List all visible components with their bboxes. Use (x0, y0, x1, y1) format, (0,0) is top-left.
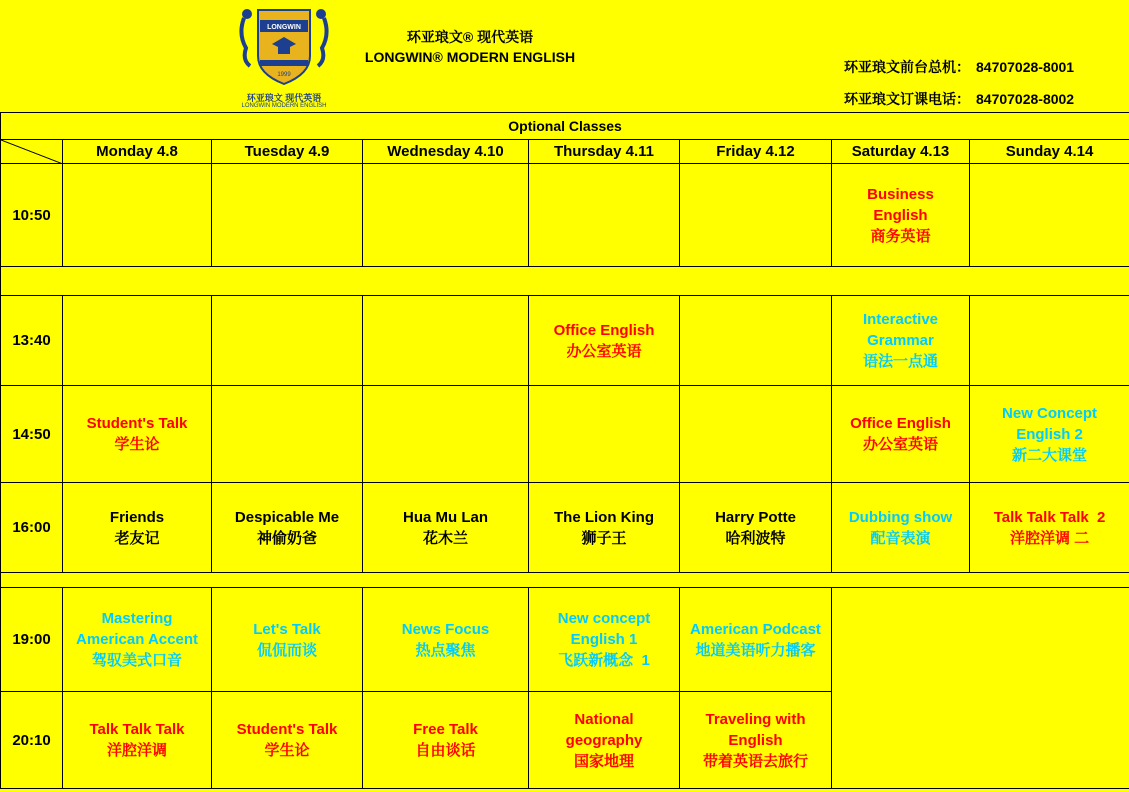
class-name-en: Friends (109, 508, 165, 526)
schedule-grid (0, 112, 1129, 789)
class-name-cn: 老友记 (114, 529, 160, 547)
school-title-en: LONGWIN® MODERN ENGLISH (364, 49, 576, 65)
class-cell-empty (970, 296, 1129, 386)
spacer-cell (1, 573, 1129, 588)
class-name-en: English 1 (570, 631, 638, 648)
class-name-cn: 带着英语去旅行 (702, 752, 808, 770)
class-cell (363, 483, 529, 573)
class-cell (680, 483, 832, 573)
class-cell (529, 483, 680, 573)
class-name-en: New Concept (1002, 404, 1098, 422)
class-cell-empty (63, 164, 212, 267)
time-row-1900 (1, 588, 1129, 692)
time-label: 16:00 (1, 483, 63, 573)
table-caption: Optional Classes (1, 113, 1129, 140)
phone-main-label: 环亚琅文前台总机： (844, 59, 970, 75)
class-name-en: Free Talk (413, 721, 478, 738)
class-cell-empty (832, 588, 1129, 789)
class-cell-empty (363, 164, 529, 267)
spacer-cell (1, 267, 1129, 296)
time-row-1340 (1, 296, 1129, 386)
class-name-en: The Lion King (554, 508, 654, 526)
class-name-cn: 洋腔洋调 二 (1009, 529, 1090, 547)
class-name-cn: 配音表演 (870, 529, 931, 547)
school-title-cn: 环亚琅文® 现代英语 (406, 29, 534, 45)
class-cell-empty (212, 386, 363, 483)
class-cell (832, 164, 970, 267)
class-name-cn: 洋腔洋调 (106, 742, 167, 759)
class-name-en: geography (565, 731, 643, 749)
class-cell (63, 692, 212, 789)
time-label: 20:10 (1, 692, 63, 789)
phone-booking-number: 84707028-8002 (976, 91, 1075, 107)
class-cell-empty (680, 296, 832, 386)
class-cell (529, 692, 680, 789)
spacer-row (1, 573, 1129, 588)
class-cell (680, 692, 832, 789)
day-header: Thursday 4.11 (529, 140, 680, 164)
class-name-cn: 热点聚焦 (415, 641, 476, 659)
class-cell (970, 483, 1129, 573)
class-cell (212, 692, 363, 789)
class-cell (363, 588, 529, 692)
class-name-en: Talk Talk Talk 2 (993, 508, 1106, 526)
class-cell (832, 386, 970, 483)
class-cell (212, 588, 363, 692)
time-label: 19:00 (1, 588, 63, 692)
class-cell-empty (363, 296, 529, 386)
day-header: Saturday 4.13 (832, 140, 970, 164)
class-name-en: Office English (850, 415, 951, 432)
class-name-en: Talk Talk Talk (89, 721, 185, 738)
class-cell-empty (970, 164, 1129, 267)
logo-en-name: LONGWIN MODERN ENGLISH (241, 103, 327, 109)
class-cell-empty (63, 296, 212, 386)
class-name-en: English (728, 731, 783, 749)
spacer-row (1, 267, 1129, 296)
day-header: Friday 4.12 (680, 140, 832, 164)
class-name-en: Business (867, 185, 934, 203)
class-name-cn: 驾驭美式口音 (91, 652, 182, 669)
phone-main-number: 84707028-8001 (976, 59, 1075, 75)
time-label: 10:50 (1, 164, 63, 267)
time-label: 13:40 (1, 296, 63, 386)
corner-cell (1, 140, 63, 164)
longwin-logo (236, 4, 332, 112)
class-name-cn: 神偷奶爸 (256, 529, 317, 547)
class-name-cn: 地道美语听力播客 (695, 641, 816, 659)
class-name-en: News Focus (401, 620, 490, 638)
class-name-cn: 学生论 (114, 436, 160, 453)
class-cell (832, 296, 970, 386)
class-name-en: Office English (553, 321, 655, 339)
class-cell (63, 588, 212, 692)
day-header: Wednesday 4.10 (363, 140, 529, 164)
class-name-en: Student's Talk (86, 415, 188, 432)
diagonal-divider-icon (1, 140, 63, 164)
class-name-cn: 飞跃新概念 1 (558, 652, 650, 669)
class-cell-empty (212, 296, 363, 386)
class-name-en: Grammar (867, 332, 934, 349)
logo-badge-text: LONGWIN (267, 24, 301, 31)
class-cell (970, 386, 1129, 483)
class-name-cn: 新二大课堂 (1012, 446, 1088, 464)
class-name-en: Hua Mu Lan (403, 508, 488, 526)
class-name-cn: 办公室英语 (566, 342, 642, 360)
time-label: 14:50 (1, 386, 63, 483)
class-name-en: Interactive (862, 311, 939, 328)
class-name-cn: 商务英语 (870, 227, 931, 245)
class-cell (63, 483, 212, 573)
class-name-en: National (574, 710, 634, 728)
class-name-cn: 语法一点通 (862, 353, 938, 370)
class-cell-empty (363, 386, 529, 483)
class-name-cn: 办公室英语 (862, 436, 938, 453)
time-row-1600 (1, 483, 1129, 573)
class-name-cn: 花木兰 (422, 529, 468, 547)
class-cell (680, 588, 832, 692)
logo-cn-name: 环亚琅文 现代英语 (246, 93, 322, 103)
class-name-en: Traveling with (705, 710, 806, 728)
class-name-en: American Accent (76, 631, 198, 648)
class-name-en: Harry Potte (715, 508, 796, 526)
class-cell (363, 692, 529, 789)
class-name-en: Let's Talk (253, 620, 321, 638)
day-header: Monday 4.8 (63, 140, 212, 164)
class-name-en: Despicable Me (234, 508, 340, 526)
phone-booking-label: 环亚琅文订课电话： (844, 91, 970, 107)
class-name-cn: 侃侃而谈 (256, 641, 317, 659)
class-cell-empty (529, 386, 680, 483)
class-cell (529, 296, 680, 386)
class-cell (212, 483, 363, 573)
class-name-en: Mastering (101, 610, 173, 627)
class-cell-empty (529, 164, 680, 267)
class-name-cn: 哈利波特 (725, 529, 786, 547)
logo-year: 1999 (277, 72, 291, 78)
class-name-en: Student's Talk (236, 721, 338, 738)
class-cell (832, 483, 970, 573)
class-cell-empty (680, 164, 832, 267)
schedule-table (0, 112, 1129, 789)
class-cell-empty (212, 164, 363, 267)
day-header-row (1, 140, 1129, 164)
class-name-cn: 自由谈话 (415, 742, 476, 759)
class-name-en: English (873, 206, 928, 224)
class-name-cn: 国家地理 (573, 752, 634, 770)
day-header: Tuesday 4.9 (212, 140, 363, 164)
time-row-1050 (1, 164, 1129, 267)
time-row-1450 (1, 386, 1129, 483)
class-cell (63, 386, 212, 483)
class-name-en: Dubbing show (848, 508, 953, 526)
class-cell (529, 588, 680, 692)
class-name-en: New concept (557, 610, 651, 627)
class-name-cn: 狮子王 (581, 529, 627, 547)
class-name-en: American Podcast (690, 620, 821, 638)
day-header: Sunday 4.14 (970, 140, 1129, 164)
class-name-cn: 学生论 (264, 742, 310, 759)
class-cell-empty (680, 386, 832, 483)
phone-main (844, 57, 1074, 77)
phone-booking (844, 89, 1074, 109)
class-name-en: English 2 (1016, 425, 1083, 443)
